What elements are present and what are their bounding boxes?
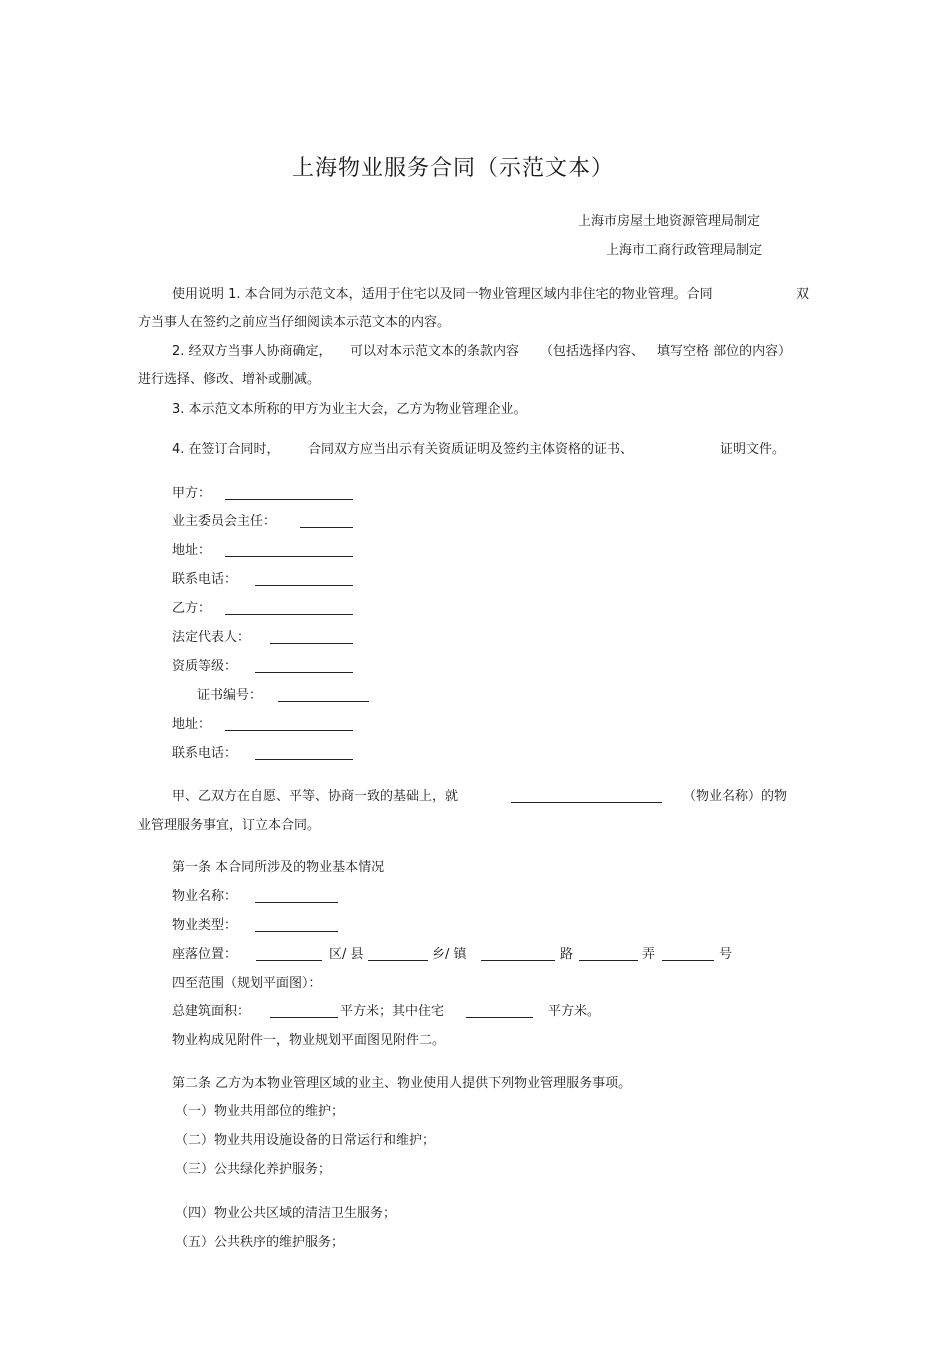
boundary-label: 四至范围（规划平面图）：	[172, 976, 322, 991]
document-title: 上海物业服务合同（示范文本）	[292, 156, 615, 181]
property-type-label: 物业类型：	[172, 918, 238, 933]
article-2-heading: 第二条 乙方为本物业管理区域的业主、物业使用人提供下列物业管理服务事项。	[172, 1076, 632, 1091]
party-b-label: 乙方：	[172, 601, 212, 616]
instruction-1-cont: 方当事人在签约之前应当仔细阅读本示范文本的内容。	[138, 315, 451, 330]
instruction-1-tail: 双	[796, 287, 810, 302]
instruction-2-part-d: 填写空格 部位的内容）	[657, 344, 792, 359]
service-item: （四）物业公共区域的清洁卫生服务；	[175, 1206, 397, 1221]
instruction-3: 3. 本示范文本所称的甲方为业主大会，乙方为物业管理企业。	[172, 402, 527, 417]
party-a-label: 甲方：	[172, 486, 212, 501]
address-a-field[interactable]	[225, 556, 353, 557]
instruction-1: 使用说明 1. 本合同为示范文本，适用于住宅以及同一物业管理区域内非住宅的物业管理。合同	[172, 287, 713, 302]
certificate-no-field[interactable]	[278, 701, 369, 702]
instruction-2: 2. 经双方当事人协商确定，	[172, 344, 332, 359]
town-field[interactable]	[368, 960, 428, 961]
number-field[interactable]	[662, 960, 714, 961]
total-area-label: 总建筑面积：	[172, 1004, 251, 1019]
qualification-label: 资质等级：	[172, 659, 238, 674]
issuer-housing-bureau: 上海市房屋土地资源管理局制定	[578, 214, 761, 229]
intro-text: 甲、乙双方在自愿、平等、协商一致的基础上，就	[172, 789, 459, 804]
party-b-field[interactable]	[225, 614, 353, 615]
phone-b-label: 联系电话：	[172, 746, 238, 761]
road-field[interactable]	[481, 960, 555, 961]
district-field[interactable]	[256, 960, 322, 961]
instruction-4: 4. 在签订合同时，	[172, 442, 280, 457]
address-a-label: 地址：	[172, 543, 212, 558]
annex-note: 物业构成见附件一，物业规划平面图见附件二。	[172, 1033, 446, 1048]
property-type-input[interactable]	[255, 931, 338, 932]
article-1-heading: 第一条 本合同所涉及的物业基本情况	[172, 860, 385, 875]
service-item: （二）物业共用设施设备的日常运行和维护；	[175, 1133, 436, 1148]
intro-text-b: （物业名称）的物	[683, 789, 788, 804]
number-label: 号	[719, 947, 733, 962]
address-b-label: 地址：	[172, 717, 212, 732]
phone-a-label: 联系电话：	[172, 572, 238, 587]
instruction-4-part-c: 证明文件。	[720, 442, 786, 457]
district-label: 区/ 县	[329, 947, 364, 962]
service-item: （三）公共绿化养护服务；	[175, 1162, 332, 1177]
property-name-input[interactable]	[255, 902, 338, 903]
party-a-field[interactable]	[225, 499, 353, 500]
committee-chair-label: 业主委员会主任：	[172, 514, 277, 529]
residential-area-field[interactable]	[466, 1017, 533, 1018]
legal-rep-label: 法定代表人：	[172, 630, 251, 645]
address-b-field[interactable]	[225, 730, 353, 731]
property-name-field[interactable]	[511, 802, 662, 803]
location-label: 座落位置：	[172, 947, 238, 962]
phone-a-field[interactable]	[255, 585, 353, 586]
instruction-2-part-c: （包括选择内容、	[540, 344, 645, 359]
road-label: 路	[560, 947, 574, 962]
phone-b-field[interactable]	[255, 759, 353, 760]
instruction-2-cont: 进行选择、修改、增补或删减。	[138, 372, 321, 387]
service-item: （一）物业共用部位的维护；	[175, 1104, 345, 1119]
area-unit-label: 平方米；其中住宅	[340, 1004, 445, 1019]
lane-field[interactable]	[579, 960, 638, 961]
qualification-field[interactable]	[255, 672, 353, 673]
lane-label: 弄	[642, 947, 656, 962]
intro-text-cont: 业管理服务事宜，订立本合同。	[138, 818, 321, 833]
property-name-label: 物业名称：	[172, 889, 238, 904]
committee-chair-field[interactable]	[300, 527, 353, 528]
service-item: （五）公共秩序的维护服务；	[175, 1235, 345, 1250]
legal-rep-field[interactable]	[270, 643, 353, 644]
town-label: 乡/ 镇	[432, 947, 467, 962]
certificate-no-label: 证书编号：	[197, 688, 263, 703]
issuer-commerce-bureau: 上海市工商行政管理局制定	[606, 243, 763, 258]
instruction-4-part-b: 合同双方应当出示有关资质证明及签约主体资格的证书、	[308, 442, 634, 457]
residential-area-unit: 平方米。	[548, 1004, 601, 1019]
instruction-2-part-b: 可以对本示范文本的条款内容	[350, 344, 520, 359]
total-area-field[interactable]	[270, 1017, 338, 1018]
